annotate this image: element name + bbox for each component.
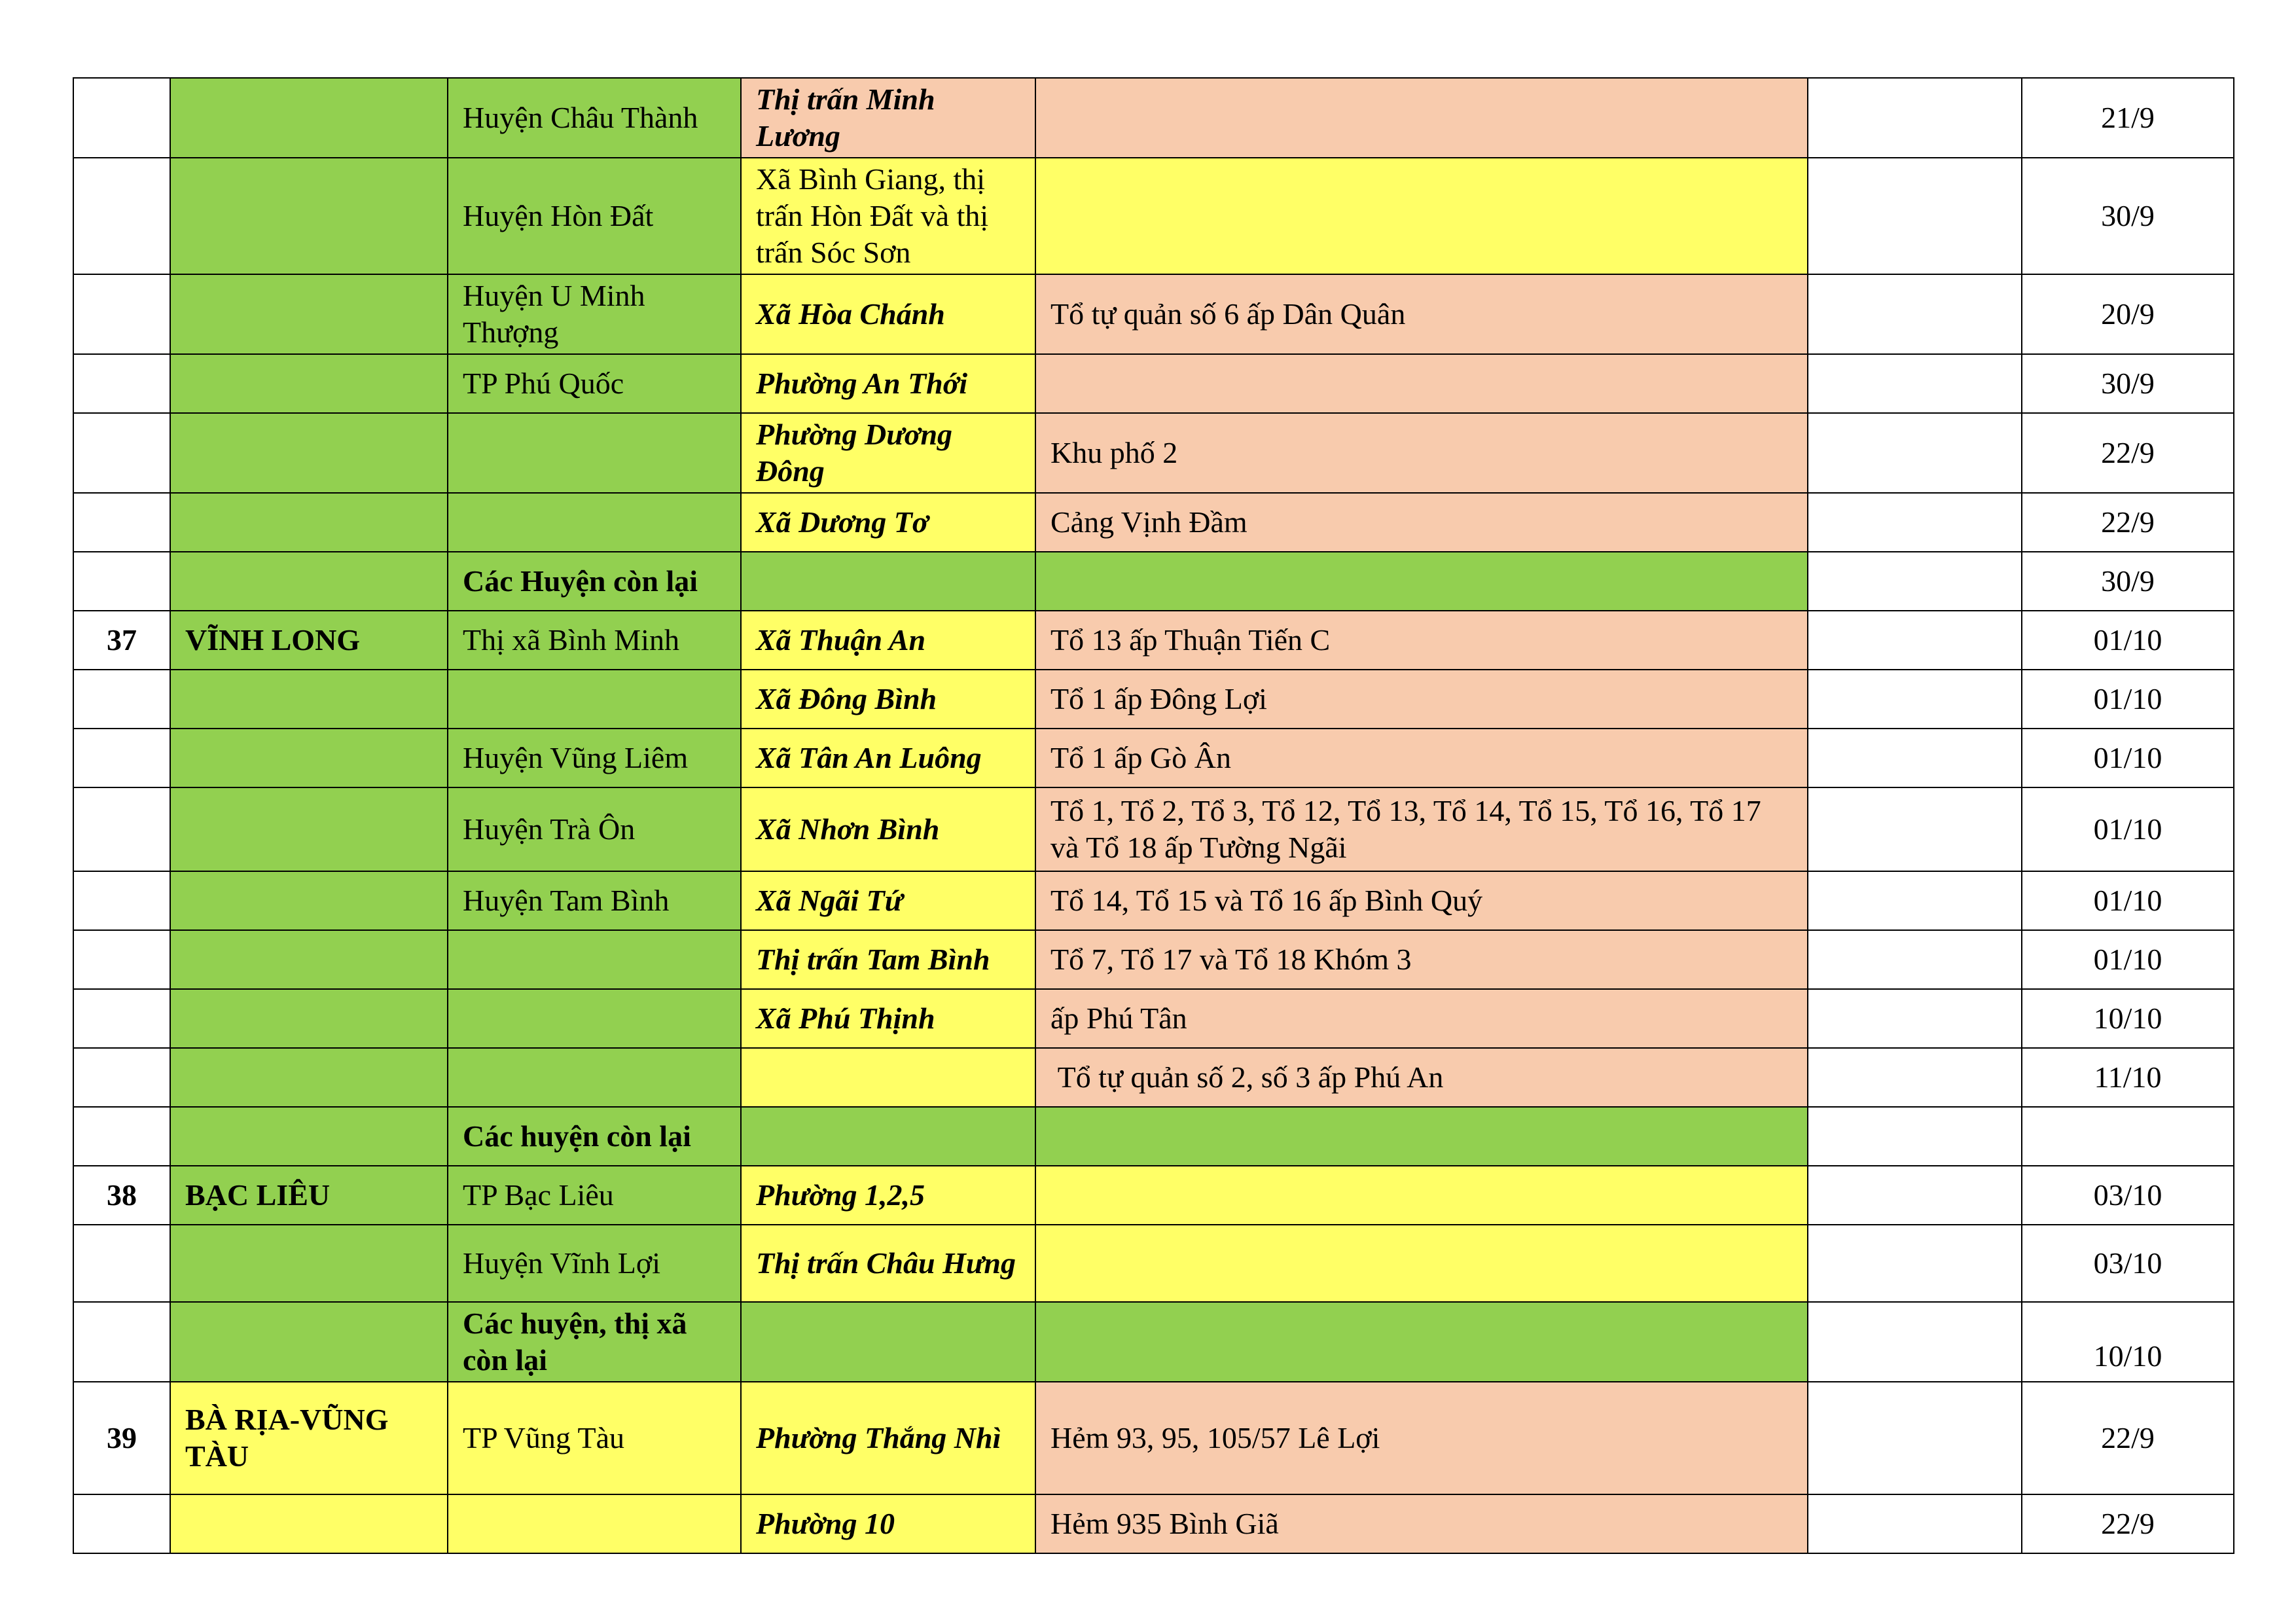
area-cell: Hẻm 93, 95, 105/57 Lê Lợi	[1035, 1382, 1808, 1494]
area-cell: Tổ 14, Tổ 15 và Tổ 16 ấp Bình Quý	[1035, 871, 1808, 930]
district-cell: Huyện Vĩnh Lợi	[448, 1225, 741, 1302]
blank-cell	[1808, 78, 2022, 158]
stt-cell	[73, 1494, 170, 1553]
province-cell	[170, 930, 448, 989]
ward-cell	[741, 1048, 1035, 1107]
province-cell	[170, 354, 448, 413]
district-cell: TP Phú Quốc	[448, 354, 741, 413]
province-cell: VĨNH LONG	[170, 611, 448, 670]
province-cell	[170, 787, 448, 871]
table-row	[73, 989, 2234, 1048]
blank-cell	[1808, 871, 2022, 930]
ward-cell	[741, 1302, 1035, 1382]
date-cell: 03/10	[2022, 1225, 2234, 1302]
area-cell	[1035, 1302, 1808, 1382]
area-cell: Hẻm 935 Bình Giã	[1035, 1494, 1808, 1553]
ward-cell: Xã Đông Bình	[741, 670, 1035, 729]
ward-cell: Thị trấn Minh Lương	[741, 78, 1035, 158]
stt-cell	[73, 274, 170, 354]
area-cell: Tổ 1 ấp Gò Ân	[1035, 729, 1808, 787]
district-cell: Huyện Tam Bình	[448, 871, 741, 930]
district-cell: Huyện Vũng Liêm	[448, 729, 741, 787]
ward-cell: Xã Hòa Chánh	[741, 274, 1035, 354]
district-cell	[448, 670, 741, 729]
stt-cell	[73, 493, 170, 552]
province-cell	[170, 989, 448, 1048]
province-cell	[170, 670, 448, 729]
table-row	[73, 1302, 2234, 1382]
ward-cell: Xã Bình Giang, thị trấn Hòn Đất và thị trấn Sóc Sơn	[741, 158, 1035, 274]
date-cell: 01/10	[2022, 930, 2234, 989]
ward-cell: Xã Thuận An	[741, 611, 1035, 670]
date-cell: 01/10	[2022, 670, 2234, 729]
stt-cell	[73, 1225, 170, 1302]
stt-cell: 38	[73, 1166, 170, 1225]
date-cell: 10/10	[2022, 1302, 2234, 1382]
area-cell: Cảng Vịnh Đầm	[1035, 493, 1808, 552]
date-cell: 01/10	[2022, 729, 2234, 787]
province-cell	[170, 871, 448, 930]
ward-cell: Thị trấn Tam Bình	[741, 930, 1035, 989]
blank-cell	[1808, 1166, 2022, 1225]
date-cell: 11/10	[2022, 1048, 2234, 1107]
ward-cell: Phường Thắng Nhì	[741, 1382, 1035, 1494]
table-row	[73, 413, 2234, 493]
province-cell	[170, 493, 448, 552]
district-cell: TP Bạc Liêu	[448, 1166, 741, 1225]
table-row	[73, 158, 2234, 274]
table-row	[73, 274, 2234, 354]
table-row	[73, 670, 2234, 729]
area-cell	[1035, 78, 1808, 158]
blank-cell	[1808, 158, 2022, 274]
district-cell: Huyện Hòn Đất	[448, 158, 741, 274]
table-row	[73, 930, 2234, 989]
stt-cell	[73, 413, 170, 493]
ward-cell: Xã Phú Thịnh	[741, 989, 1035, 1048]
ward-cell: Phường 1,2,5	[741, 1166, 1035, 1225]
stt-cell	[73, 871, 170, 930]
blank-cell	[1808, 1382, 2022, 1494]
date-cell: 30/9	[2022, 158, 2234, 274]
ward-cell: Phường Dương Đông	[741, 413, 1035, 493]
district-cell: Các huyện còn lại	[448, 1107, 741, 1166]
date-cell	[2022, 1107, 2234, 1166]
blank-cell	[1808, 413, 2022, 493]
blank-cell	[1808, 611, 2022, 670]
area-cell: Khu phố 2	[1035, 413, 1808, 493]
ward-cell: Phường 10	[741, 1494, 1035, 1553]
table-row	[73, 78, 2234, 158]
table-row	[73, 1382, 2234, 1494]
date-cell: 03/10	[2022, 1166, 2234, 1225]
province-cell	[170, 1494, 448, 1553]
stt-cell	[73, 354, 170, 413]
date-cell: 01/10	[2022, 871, 2234, 930]
date-cell: 30/9	[2022, 552, 2234, 611]
province-cell	[170, 158, 448, 274]
ward-cell: Thị trấn Châu Hưng	[741, 1225, 1035, 1302]
ward-cell	[741, 552, 1035, 611]
area-cell: Tổ tự quản số 2, số 3 ấp Phú An	[1035, 1048, 1808, 1107]
date-cell: 20/9	[2022, 274, 2234, 354]
area-cell	[1035, 158, 1808, 274]
blank-cell	[1808, 930, 2022, 989]
date-cell: 22/9	[2022, 1494, 2234, 1553]
blank-cell	[1808, 552, 2022, 611]
schedule-table	[73, 77, 2234, 1554]
blank-cell	[1808, 1107, 2022, 1166]
blank-cell	[1808, 1494, 2022, 1553]
stt-cell	[73, 729, 170, 787]
district-cell: Huyện Trà Ôn	[448, 787, 741, 871]
table-row	[73, 1048, 2234, 1107]
area-cell	[1035, 354, 1808, 413]
province-cell: BẠC LIÊU	[170, 1166, 448, 1225]
table-row	[73, 729, 2234, 787]
province-cell	[170, 1302, 448, 1382]
district-cell	[448, 930, 741, 989]
district-cell	[448, 413, 741, 493]
area-cell	[1035, 1166, 1808, 1225]
area-cell	[1035, 552, 1808, 611]
blank-cell	[1808, 670, 2022, 729]
ward-cell: Xã Nhơn Bình	[741, 787, 1035, 871]
stt-cell	[73, 158, 170, 274]
date-cell: 21/9	[2022, 78, 2234, 158]
blank-cell	[1808, 1048, 2022, 1107]
ward-cell	[741, 1107, 1035, 1166]
date-cell: 22/9	[2022, 413, 2234, 493]
table-row	[73, 1225, 2234, 1302]
area-cell: Tổ tự quản số 6 ấp Dân Quân	[1035, 274, 1808, 354]
stt-cell	[73, 552, 170, 611]
area-cell: ấp Phú Tân	[1035, 989, 1808, 1048]
date-cell: 10/10	[2022, 989, 2234, 1048]
district-cell: Huyện U Minh Thượng	[448, 274, 741, 354]
blank-cell	[1808, 493, 2022, 552]
date-cell: 30/9	[2022, 354, 2234, 413]
date-cell: 01/10	[2022, 611, 2234, 670]
province-cell	[170, 552, 448, 611]
date-cell: 22/9	[2022, 1382, 2234, 1494]
table-row	[73, 493, 2234, 552]
ward-cell: Xã Dương Tơ	[741, 493, 1035, 552]
province-cell	[170, 274, 448, 354]
province-cell: BÀ RỊA-VŨNG TÀU	[170, 1382, 448, 1494]
area-cell: Tổ 7, Tổ 17 và Tổ 18 Khóm 3	[1035, 930, 1808, 989]
blank-cell	[1808, 1302, 2022, 1382]
date-cell: 01/10	[2022, 787, 2234, 871]
province-cell	[170, 1225, 448, 1302]
blank-cell	[1808, 729, 2022, 787]
district-cell	[448, 1048, 741, 1107]
blank-cell	[1808, 989, 2022, 1048]
area-cell: Tổ 1, Tổ 2, Tổ 3, Tổ 12, Tổ 13, Tổ 14, Tổ 15, Tổ 16, Tổ 17 và Tổ 18 ấp Tường Ngãi	[1035, 787, 1808, 871]
table-row	[73, 354, 2234, 413]
table-row	[73, 1166, 2234, 1225]
district-cell	[448, 493, 741, 552]
blank-cell	[1808, 1225, 2022, 1302]
blank-cell	[1808, 354, 2022, 413]
stt-cell	[73, 1048, 170, 1107]
district-cell: TP Vũng Tàu	[448, 1382, 741, 1494]
district-cell: Huyện Châu Thành	[448, 78, 741, 158]
ward-cell: Xã Ngãi Tứ	[741, 871, 1035, 930]
ward-cell: Xã Tân An Luông	[741, 729, 1035, 787]
stt-cell	[73, 78, 170, 158]
table-row	[73, 552, 2234, 611]
province-cell	[170, 78, 448, 158]
blank-cell	[1808, 274, 2022, 354]
province-cell	[170, 1107, 448, 1166]
area-cell: Tổ 1 ấp Đông Lợi	[1035, 670, 1808, 729]
district-cell	[448, 1494, 741, 1553]
stt-cell	[73, 670, 170, 729]
stt-cell	[73, 787, 170, 871]
area-cell: Tổ 13 ấp Thuận Tiến C	[1035, 611, 1808, 670]
blank-cell	[1808, 787, 2022, 871]
province-cell	[170, 729, 448, 787]
date-cell: 22/9	[2022, 493, 2234, 552]
table-row	[73, 1107, 2234, 1166]
table-row	[73, 611, 2234, 670]
table-row	[73, 1494, 2234, 1553]
stt-cell: 39	[73, 1382, 170, 1494]
table-row	[73, 787, 2234, 871]
area-cell	[1035, 1107, 1808, 1166]
district-cell	[448, 989, 741, 1048]
district-cell: Thị xã Bình Minh	[448, 611, 741, 670]
stt-cell	[73, 1107, 170, 1166]
stt-cell: 37	[73, 611, 170, 670]
province-cell	[170, 1048, 448, 1107]
table-row	[73, 871, 2234, 930]
province-cell	[170, 413, 448, 493]
district-cell: Các Huyện còn lại	[448, 552, 741, 611]
area-cell	[1035, 1225, 1808, 1302]
district-cell: Các huyện, thị xã còn lại	[448, 1302, 741, 1382]
ward-cell: Phường An Thới	[741, 354, 1035, 413]
stt-cell	[73, 1302, 170, 1382]
stt-cell	[73, 989, 170, 1048]
stt-cell	[73, 930, 170, 989]
